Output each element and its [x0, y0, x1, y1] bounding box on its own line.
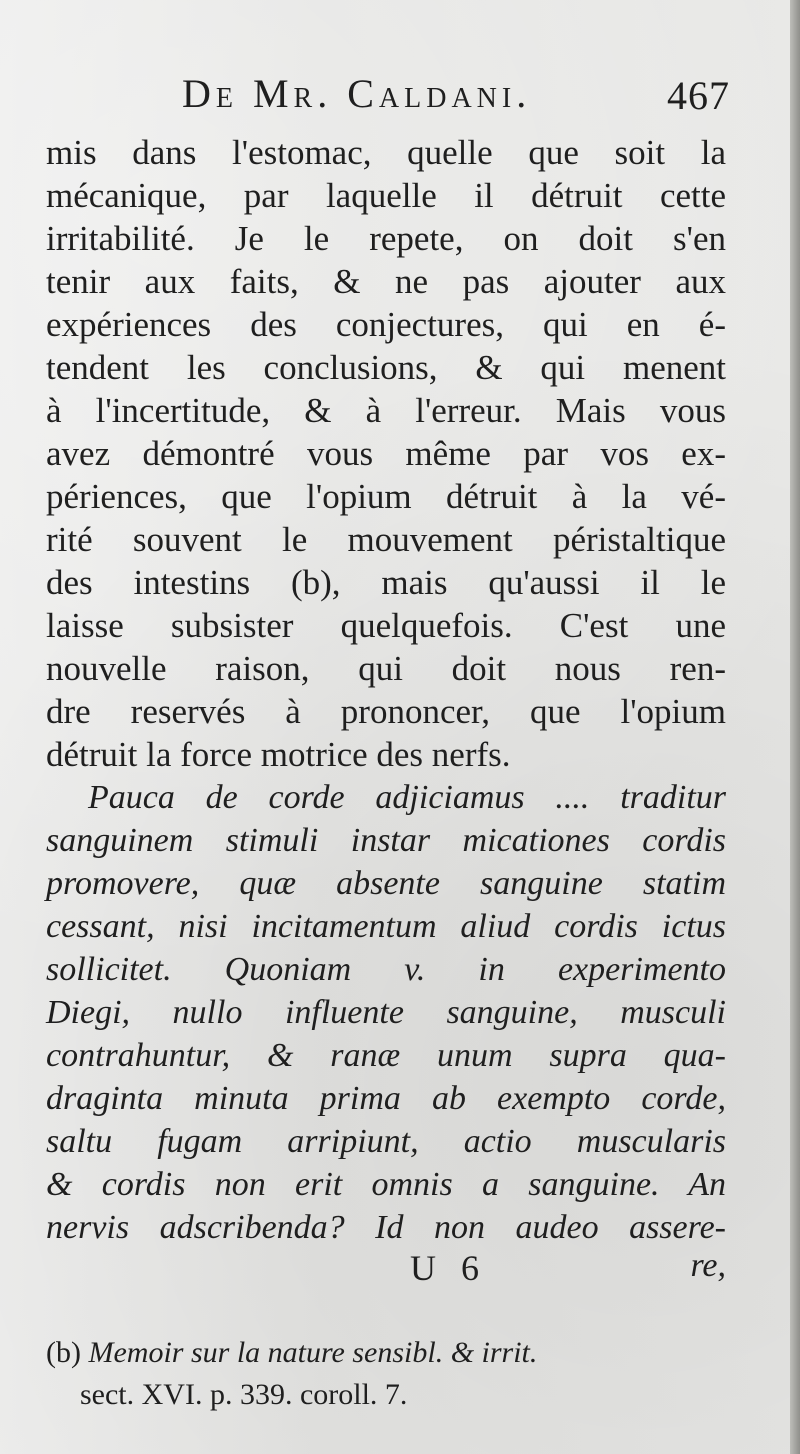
text-line: & cordis non erit omnis a sanguine. An — [46, 1166, 726, 1203]
text-line: dre reservés à prononcer, que l'opium — [46, 692, 726, 731]
text-line: contrahuntur, & ranæ unum supra qua- — [46, 1037, 726, 1074]
running-head — [46, 70, 730, 126]
signature-mark: U 6 — [410, 1248, 487, 1288]
french-paragraph — [46, 131, 726, 776]
text-line: expériences des conjectures, qui en é- — [46, 305, 726, 344]
catchword: re, — [690, 1247, 726, 1284]
text-line: à l'incertitude, & à l'erreur. Mais vous — [46, 391, 726, 430]
text-line: des intestins (b), mais qu'aussi il le — [46, 563, 726, 602]
text-line: tendent les conclusions, & qui menent — [46, 348, 726, 387]
text-line: cessant, nisi incitamentum aliud cordis ictus — [46, 908, 726, 945]
page-edge-shadow — [790, 0, 800, 1454]
text-line: avez démontré vous même par vos ex- — [46, 434, 726, 473]
text-line: laisse subsister quelquefois. C'est une — [46, 606, 726, 645]
text-line: mis dans l'estomac, quelle que soit la — [46, 133, 726, 172]
body-text — [46, 131, 726, 1249]
text-line: sanguinem stimuli instar micationes cordis — [46, 822, 726, 859]
page-number: 467 — [667, 73, 730, 118]
running-title: De Mr. Caldani. — [182, 71, 532, 116]
text-line: Diegi, nullo influente sanguine, musculi — [46, 994, 726, 1031]
text-line: nouvelle raison, qui doit nous ren- — [46, 649, 726, 688]
footnote-line — [46, 1332, 736, 1374]
text-line: draginta minuta prima ab exempto corde, — [46, 1080, 726, 1117]
text-line: Pauca de corde adjiciamus .... traditur — [88, 779, 726, 816]
footnote — [46, 1332, 736, 1416]
text-line: irritabilité. Je le repete, on doit s'en — [46, 219, 726, 258]
text-line: tenir aux faits, & ne pas ajouter aux — [46, 262, 726, 301]
text-line: périences, que l'opium détruit à la vé- — [46, 477, 726, 516]
text-line: saltu fugam arripiunt, actio muscularis — [46, 1123, 726, 1160]
text-line: sollicitet. Quoniam v. in experimento — [46, 951, 726, 988]
text-line: rité souvent le mouvement péristaltique — [46, 520, 726, 559]
footnote-marker: (b) — [46, 1336, 81, 1369]
footnote-text: Memoir sur la nature sensibl. & irrit. — [88, 1336, 538, 1369]
text-line: mécanique, par laquelle il détruit cette — [46, 176, 726, 215]
text-line: détruit la force motrice des nerfs. — [46, 735, 511, 774]
signature-line — [46, 1247, 726, 1291]
text-line: nervis adscribenda? Id non audeo assere- — [46, 1209, 726, 1246]
latin-paragraph — [46, 776, 726, 1249]
footnote-continuation: sect. XVI. p. 339. coroll. 7. — [80, 1378, 408, 1411]
text-line: promovere, quæ absente sanguine statim — [46, 865, 726, 902]
